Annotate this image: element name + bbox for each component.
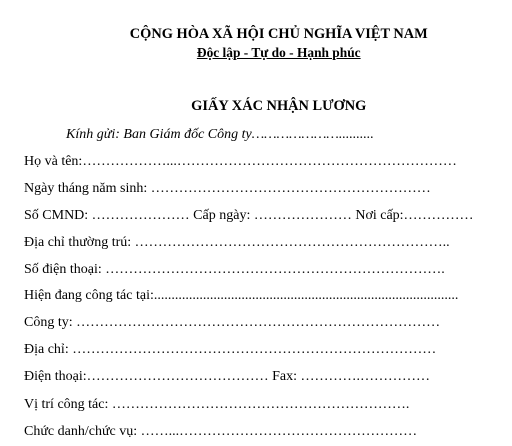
field-id-number: Số CMND: ………………… Cấp ngày: ………………… Nơi cấp:……………	[24, 208, 474, 223]
field-company-phone-fax: Điện thoại:………………………………… Fax: ………….……………	[24, 369, 430, 384]
document-title: GIẤY XÁC NHẬN LƯƠNG	[191, 98, 367, 114]
national-heading: CỘNG HÒA XÃ HỘI CHỦ NGHĨA VIỆT NAM	[129, 26, 428, 42]
field-permanent-address: Địa chỉ thường trú: …………………………………………………………..	[24, 235, 450, 250]
field-company-address: Địa chỉ: ……………………………………………………………………	[24, 342, 437, 357]
field-phone-number: Số điện thoại: ……………………………………………………………….	[24, 262, 445, 277]
field-date-of-birth: Ngày tháng năm sinh: ……………………………………………………	[24, 181, 431, 196]
field-current-workplace: Hiện đang công tác tại:.......................................................................................	[24, 288, 459, 303]
field-company: Công ty: ……………………………………………………………………	[24, 315, 441, 330]
national-motto: Độc lập - Tự do - Hạnh phúc	[196, 45, 361, 60]
field-full-name: Họ và tên:………………...……………………………………………………	[24, 154, 457, 169]
field-title-role: Chức danh/chức vụ: ……...……………………………………………	[24, 424, 418, 439]
field-job-position: Vị trí công tác: ……………………………………………………….	[24, 397, 410, 412]
recipient-line: Kính gửi: Ban Giám đốc Công ty…………………..........	[66, 127, 374, 142]
